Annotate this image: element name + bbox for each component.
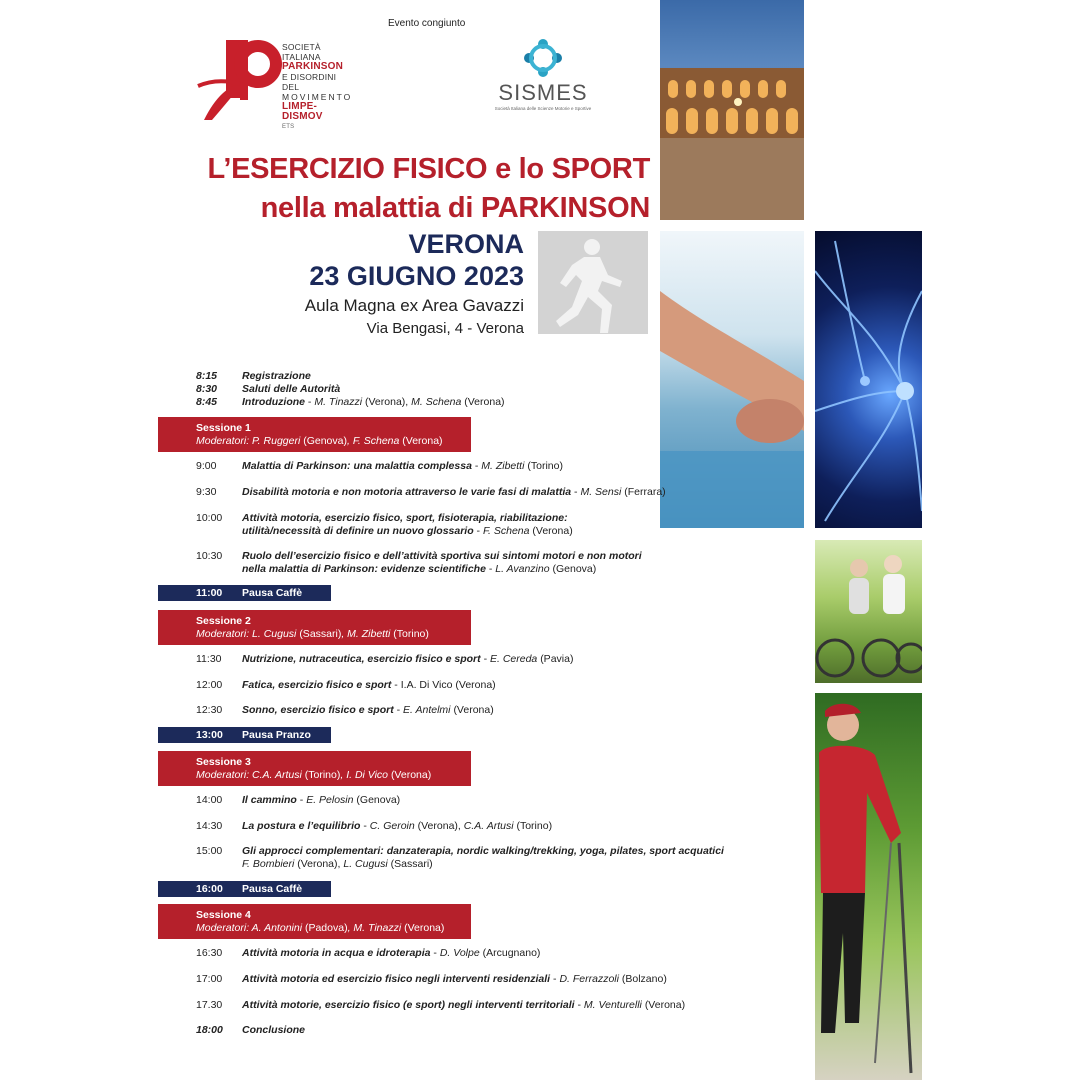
speaker-place: (Bolzano) <box>621 973 667 985</box>
break-time: 16:00 <box>196 883 223 895</box>
talk-title: utilità/necessità di definire un nuovo glossario <box>242 525 474 537</box>
talk: La postura e l’equilibrio - C. Geroin (Verona), C.A. Artusi (Torino) <box>242 820 553 832</box>
moderator-name: M. Tinazzi <box>353 922 402 934</box>
limpe-figure-icon <box>196 36 284 124</box>
opening-time-3: 8:45 <box>196 396 218 408</box>
talk-title: La postura e l’equilibrio <box>242 820 361 832</box>
break-label: Pausa Caffè <box>242 883 303 895</box>
break-time: 13:00 <box>196 729 223 741</box>
speaker-name: D. Volpe <box>439 947 480 959</box>
opening-title-2: Saluti delle Autorità <box>242 383 341 395</box>
coffee-break-2 <box>158 881 331 897</box>
closing-time: 18:00 <box>196 1024 223 1036</box>
speaker-place: (Pavia) <box>540 653 574 665</box>
speaker-place: (Ferrara) <box>624 486 666 498</box>
speaker-name: F. Bombieri <box>242 858 295 870</box>
speaker-name: M. Schena <box>411 396 462 408</box>
talk: utilità/necessità di definire un nuovo glossario - F. Schena (Verona) <box>242 525 573 537</box>
talk-time: 10:00 <box>196 512 223 524</box>
talk-speakers <box>242 858 433 871</box>
speaker-place: (Verona) <box>464 396 505 408</box>
sismes-name: SISMES <box>498 80 588 105</box>
event-venue: Aula Magna ex Area Gavazzi <box>304 296 524 315</box>
speaker-place: (Verona) <box>365 396 406 408</box>
session-moderators: Moderatori: L. Cugusi (Sassari), M. Zibetti (Torino) <box>196 628 429 640</box>
speaker-name: M. Sensi <box>580 486 622 498</box>
talk-time: 9:00 <box>196 460 217 472</box>
break-time: 11:00 <box>196 587 223 599</box>
speaker-place: (Verona) <box>644 999 686 1011</box>
event-date: 23 GIUGNO 2023 <box>309 261 524 291</box>
joint-event-label: Evento congiunto <box>388 18 466 29</box>
speaker-place: (Verona), <box>297 858 344 870</box>
speaker-place: (Torino) <box>527 460 563 472</box>
title-line-2: nella malattia di PARKINSON <box>260 192 650 224</box>
event-address: Via Bengasi, 4 - Verona <box>366 320 524 337</box>
limpe-line-1: SOCIETÀ ITALIANA <box>282 42 321 62</box>
sismes-ring-icon <box>521 36 565 80</box>
speaker-name: M. Tinazzi <box>314 396 363 408</box>
moderator-name: P. Ruggeri <box>252 435 301 447</box>
talk-title: Disabilità motoria e non motoria attraverso le varie fasi di malattia <box>242 486 572 498</box>
speaker-name: E. Cereda <box>489 653 538 665</box>
verona-arena-photo <box>660 0 804 220</box>
session-moderators: Moderatori: C.A. Artusi (Torino), I. Di Vico (Verona) <box>196 769 432 781</box>
moderator-name: I. Di Vico <box>346 769 389 781</box>
moderator-place: (Sassari) <box>299 628 342 640</box>
talk: Attività motoria ed esercizio fisico negli interventi residenziali - D. Ferrazzoli (Bolzano) <box>242 973 667 985</box>
speaker-name: L. Avanzino <box>495 563 550 575</box>
opening-title-3: Introduzione <box>242 396 305 408</box>
runner-silhouette <box>538 231 648 334</box>
break-label: Pausa Pranzo <box>242 729 311 741</box>
talk-title: Ruolo dell’esercizio fisico e dell’attività sportiva sui sintomi motori e non motori <box>242 550 642 562</box>
talk-title: Nutrizione, nutraceutica, esercizio fisico e sport <box>242 653 484 665</box>
speaker-name: M. Venturelli <box>583 999 642 1011</box>
session-4-header <box>158 904 471 939</box>
talk-time: 17.30 <box>196 999 223 1011</box>
talk-time: 14:00 <box>196 794 223 806</box>
speaker-place: (Genova) <box>552 563 597 575</box>
speaker-place: (Verona) <box>453 704 494 716</box>
opening-title-1: Registrazione <box>242 370 311 382</box>
talk-time: 16:30 <box>196 947 223 959</box>
limpe-line-4: MOVIMENTO <box>282 92 353 102</box>
talk: Attività motoria in acqua e idroterapia - D. Volpe (Arcugnano) <box>242 947 541 959</box>
talk-title: Attività motoria, esercizio fisico, sport, fisioterapia, riabilitazione: <box>242 512 568 524</box>
coffee-break-1 <box>158 585 331 601</box>
speaker-place: (Verona), <box>417 820 464 832</box>
speaker-name: F. Schena <box>482 525 530 537</box>
talk-time: 15:00 <box>196 845 223 857</box>
speaker-name: C. Geroin <box>369 820 415 832</box>
talk-title: Attività motorie, esercizio fisico (e sport) negli interventi territoriali <box>242 999 575 1011</box>
session-label: Sessione 4 <box>196 909 251 921</box>
speaker-name: M. Zibetti <box>481 460 525 472</box>
moderator-place: (Torino) <box>393 628 429 640</box>
talk: Il cammino - E. Pelosin (Genova) <box>242 794 401 806</box>
speaker-place: (Arcugnano) <box>482 947 541 959</box>
talk-title: nella malattia di Parkinson: evidenze scientifiche <box>242 563 486 575</box>
speaker-place: (Sassari) <box>390 858 433 870</box>
talk-title: Il cammino <box>242 794 297 806</box>
event-city-date <box>309 228 524 292</box>
session-label: Sessione 2 <box>196 615 251 627</box>
talk-time: 14:30 <box>196 820 223 832</box>
session-moderators: Moderatori: P. Ruggeri (Genova), F. Schena (Verona) <box>196 435 443 447</box>
talk: Nutrizione, nutraceutica, esercizio fisico e sport - E. Cereda (Pavia) <box>242 653 574 665</box>
talk-title: Gli approcci complementari: danzaterapia, nordic walking/trekking, yoga, pilates, sport acquatici <box>242 845 724 857</box>
talk-time: 12:30 <box>196 704 223 716</box>
session-3-header <box>158 751 471 786</box>
talk: Attività motorie, esercizio fisico (e sport) negli interventi territoriali - M. Venturelli (Verona) <box>242 999 686 1011</box>
speaker-name: D. Ferrazzoli <box>559 973 619 985</box>
session-1-header <box>158 417 471 452</box>
talk: nella malattia di Parkinson: evidenze scientifiche - L. Avanzino (Genova) <box>242 563 597 575</box>
limpe-line-2: PARKINSON <box>282 61 344 72</box>
moderator-place: (Verona) <box>390 769 432 781</box>
speaker-place: (Genova) <box>356 794 401 806</box>
speaker-name: C.A. Artusi <box>463 820 514 832</box>
moderator-place: (Padova) <box>304 922 348 934</box>
talk-title: Attività motoria in acqua e idroterapia <box>242 947 431 959</box>
opening-line-3: Introduzione - M. Tinazzi (Verona), M. Schena (Verona) <box>242 396 505 408</box>
limpe-line-3: E DISORDINI DEL <box>282 72 337 92</box>
talk-title: Attività motoria ed esercizio fisico negli interventi residenziali <box>242 973 551 985</box>
moderator-name: C.A. Artusi <box>252 769 302 781</box>
talk-time: 10:30 <box>196 550 223 562</box>
moderator-name: M. Zibetti <box>347 628 391 640</box>
talk: Fatica, esercizio fisico e sport - I.A. Di Vico (Verona) <box>242 679 496 691</box>
talk-title: Malattia di Parkinson: una malattia complessa <box>242 460 472 472</box>
moderator-name: L. Cugusi <box>252 628 297 640</box>
limpe-line-5: LIMPE-DISMOV <box>282 101 323 122</box>
talk-title: Sonno, esercizio fisico e sport <box>242 704 394 716</box>
moderator-place: (Torino) <box>304 769 341 781</box>
talk: Disabilità motoria e non motoria attraverso le varie fasi di malattia - M. Sensi (Ferrara) <box>242 486 666 498</box>
speaker-name: I.A. Di Vico <box>400 679 453 691</box>
session-label: Sessione 1 <box>196 422 251 434</box>
sismes-subtitle: Società Italiana delle Scienze Motorie e Sportive <box>494 106 592 111</box>
talk-time: 12:00 <box>196 679 223 691</box>
speaker-place: (Verona) <box>455 679 496 691</box>
moderator-place: (Verona) <box>402 435 443 447</box>
limpe-logo <box>196 36 353 130</box>
opening-time-1: 8:15 <box>196 370 218 382</box>
speaker-name: L. Cugusi <box>343 858 388 870</box>
moderator-place: (Genova) <box>303 435 347 447</box>
talk-title: Fatica, esercizio fisico e sport <box>242 679 392 691</box>
event-city: VERONA <box>408 229 524 259</box>
break-label: Pausa Caffè <box>242 587 303 599</box>
session-moderators: Moderatori: A. Antonini (Padova), M. Tinazzi (Verona) <box>196 922 445 934</box>
limpe-line-6: ETS <box>282 124 295 130</box>
talk-time: 11:30 <box>196 653 222 665</box>
talk-time: 17:00 <box>196 973 223 985</box>
talk-time: 9:30 <box>196 486 217 498</box>
closing-label: Conclusione <box>242 1024 306 1036</box>
moderator-name: F. Schena <box>352 435 400 447</box>
moderator-place: (Verona) <box>404 922 445 934</box>
cyclists-photo <box>815 540 922 683</box>
neurons-photo <box>815 231 922 528</box>
session-2-header <box>158 610 471 645</box>
session-label: Sessione 3 <box>196 756 251 768</box>
speaker-place: (Torino) <box>516 820 553 832</box>
speaker-place: (Verona) <box>532 525 573 537</box>
event-title <box>208 150 650 228</box>
swimmer-photo <box>660 231 804 528</box>
moderator-name: A. Antonini <box>251 922 303 934</box>
talk: Malattia di Parkinson: una malattia complessa - M. Zibetti (Torino) <box>242 460 563 472</box>
nordic-walker-photo <box>815 693 922 1080</box>
speaker-name: E. Pelosin <box>306 794 354 806</box>
lunch-break <box>158 727 331 743</box>
opening-time-2: 8:30 <box>196 383 218 395</box>
speaker-name: E. Antelmi <box>403 704 451 716</box>
sismes-logo <box>484 36 602 116</box>
title-line-1: L’ESERCIZIO FISICO e lo SPORT <box>207 153 650 185</box>
talk: Sonno, esercizio fisico e sport - E. Antelmi (Verona) <box>242 704 494 716</box>
runner-icon <box>538 231 648 334</box>
